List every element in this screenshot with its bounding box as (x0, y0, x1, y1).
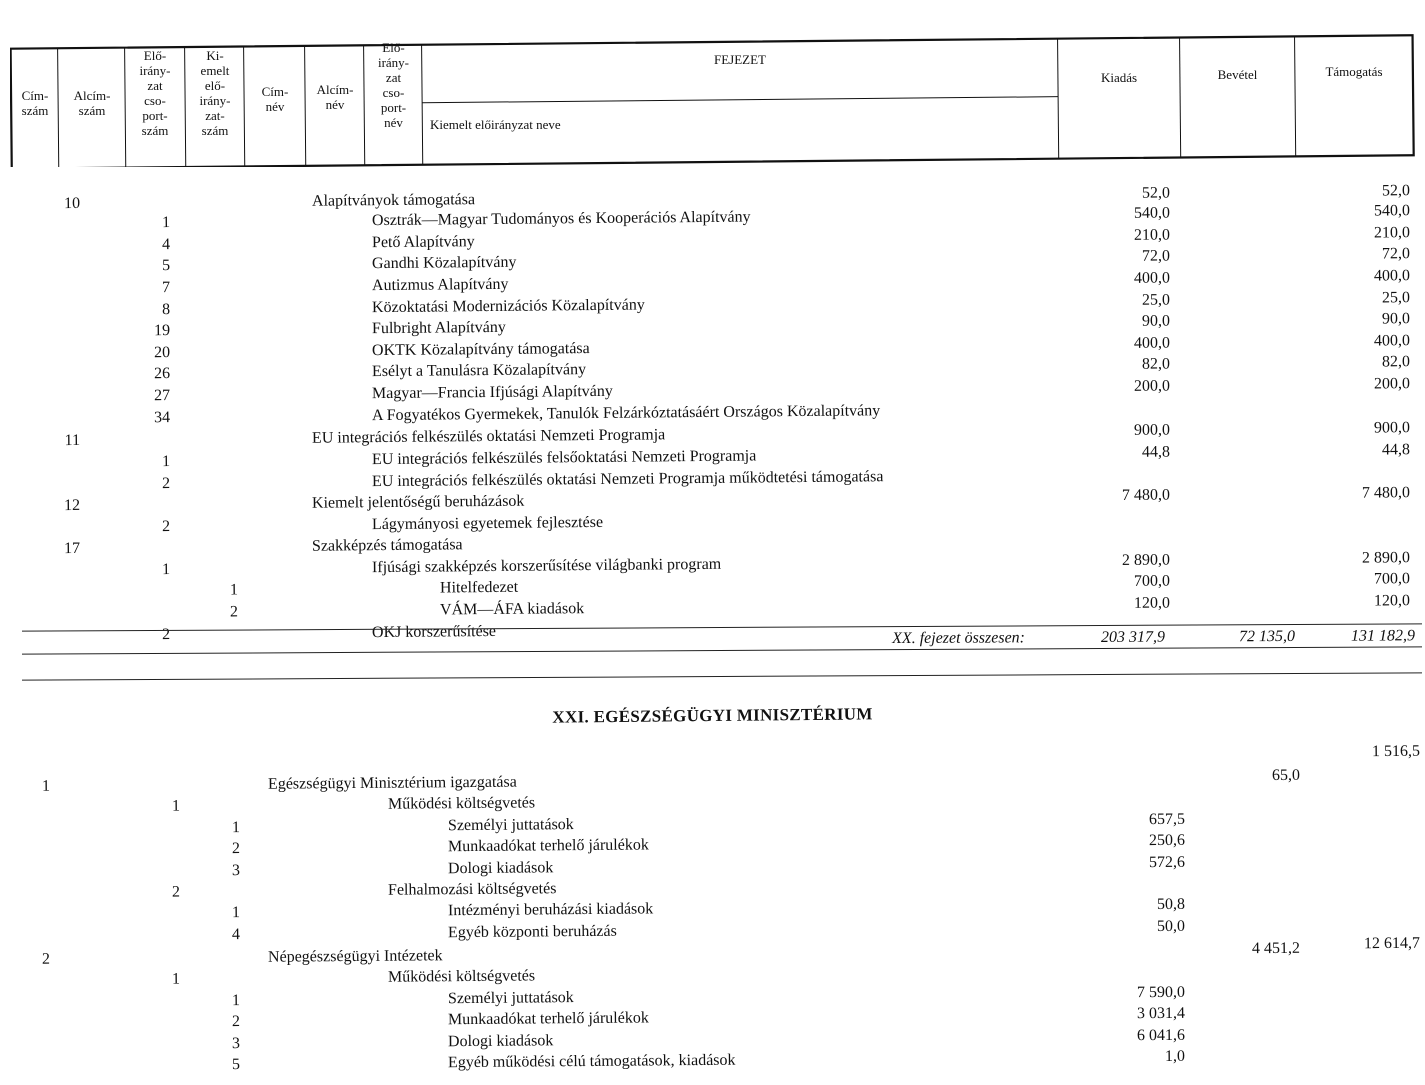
kiadas-ertek: 90,0 (1141, 312, 1171, 330)
alcim-szam: 27 (153, 387, 171, 405)
tetel-nev: Ifjúsági szakképzés korszerűsítése világbanki program (371, 555, 722, 577)
kiadas-ertek (1075, 961, 1185, 962)
kiadas-ertek: 50,0 (1156, 917, 1186, 936)
kiadas-ertek: 572,6 (1148, 853, 1186, 872)
kiadas-ertek: 7 590,0 (1136, 983, 1186, 1002)
kiadas-ertek (1060, 398, 1170, 399)
tetel-nev: Fulbright Alapítvány (371, 318, 506, 338)
alcim-szam: 1 (161, 561, 171, 579)
tetel-nev: VÁM—ÁFA kiadások (439, 600, 585, 619)
tetel-nev: Működési költségvetés (387, 967, 536, 986)
bevetel-ertek (1190, 353, 1300, 354)
alcim-szam: 2 (171, 883, 181, 901)
kiadas-ertek: 120,0 (1133, 594, 1171, 612)
tamogatas-ertek: 210,0 (1373, 224, 1411, 242)
tetel-nev: Lágymányosi egyetemek fejlesztése (371, 513, 604, 534)
kiadas-ertek: 6 041,6 (1136, 1026, 1186, 1045)
eloiranyzat-szam: 1 (231, 992, 241, 1010)
tamogatas-ertek: 12 614,7 (1363, 934, 1421, 953)
section-divider-rule (22, 672, 1422, 680)
tamogatas-ertek (1310, 915, 1420, 916)
kiadas-ertek: 400,0 (1133, 334, 1171, 352)
tetel-nev: Dologi kiadások (447, 859, 554, 878)
eloiranyzat-szam: 1 (231, 819, 241, 837)
header-kiemelt-eloiranyzat-szam: Ki- emelt elő- irány- zat- szám (199, 48, 231, 138)
eloiranyzat-szam: 2 (231, 1013, 241, 1031)
bevetel-ertek (1190, 592, 1300, 593)
kiadas-ertek: 400,0 (1133, 269, 1171, 287)
bevetel-ertek (1200, 873, 1300, 874)
kiadas-ertek (1060, 507, 1170, 508)
tetel-nev: A Fogyatékos Gyermekek, Tanulók Felzárkóztatásáért Országos Közalapítvány (371, 402, 881, 425)
alcim-szam: 8 (161, 301, 171, 319)
bevetel-ertek (1200, 787, 1300, 788)
tamogatas-ertek (1310, 981, 1420, 982)
tamogatas-ertek (1310, 1002, 1420, 1003)
bevetel-ertek (1200, 1046, 1300, 1047)
eloiranyzat-szam: 2 (229, 603, 239, 621)
header-alcimszam: Alcím- szám (73, 88, 111, 118)
alcim-szam: 1 (161, 453, 171, 471)
tetel-nev: Pető Alapítvány (371, 233, 475, 252)
kiadas-ertek (1075, 744, 1185, 745)
bevetel-ertek (1190, 441, 1300, 442)
bevetel-ertek (1190, 267, 1300, 268)
bevetel-ertek (1190, 506, 1300, 507)
header-bevetel: Bevétel (1217, 67, 1258, 82)
tetel-nev: Egészségügyi Minisztérium igazgatása (267, 773, 517, 793)
kiadas-ertek: 210,0 (1133, 226, 1171, 244)
bevetel-ertek (1200, 852, 1300, 853)
total-kiadas: 203 317,9 (1100, 628, 1166, 646)
cim-szam: 2 (41, 950, 51, 968)
header-alcimnev: Alcím- név (316, 82, 354, 112)
tetel-nev: OKJ korszerűsítése (371, 622, 497, 642)
cim-szam: 1 (41, 777, 51, 795)
header-tamogatas: Támogatás (1325, 64, 1383, 79)
alcim-szam: 26 (153, 365, 171, 383)
tamogatas-ertek: 540,0 (1373, 202, 1411, 220)
table-header (10, 12, 1415, 164)
tamogatas-ertek (1300, 505, 1410, 506)
tamogatas-ertek: 200,0 (1373, 375, 1411, 393)
kiadas-ertek: 1,0 (1164, 1047, 1186, 1065)
tamogatas-ertek (1310, 1045, 1420, 1046)
tamogatas-ertek: 700,0 (1373, 570, 1411, 588)
bevetel-ertek (1200, 1025, 1300, 1026)
tetel-nev: Munkaadókat terhelő járulékok (447, 1009, 649, 1029)
bevetel-ertek (1200, 916, 1300, 917)
alcim-szam: 1 (171, 797, 181, 815)
tamogatas-ertek: 72,0 (1381, 245, 1411, 263)
alcim-szam: 1 (161, 214, 171, 232)
bevetel-ertek (1190, 570, 1300, 571)
tetel-nev: EU integrációs felkészülés oktatási Nemzeti Programja (311, 426, 666, 447)
tetel-nev: Kiemelt jelentőségű beruházások (311, 492, 525, 512)
alcim-szam: 2 (161, 475, 171, 493)
kiadas-ertek (1075, 940, 1185, 941)
eloiranyzat-szam: 3 (231, 862, 241, 880)
eloiranyzat-szam: 5 (231, 1056, 241, 1074)
bevetel-ertek: 65,0 (1271, 766, 1301, 785)
tamogatas-ertek (1310, 765, 1420, 766)
kiadas-ertek (1075, 874, 1185, 875)
tetel-nev: Esélyt a Tanulásra Közalapítvány (371, 361, 587, 381)
tamogatas-ertek: 90,0 (1381, 310, 1411, 328)
alcim-szam: 20 (153, 344, 171, 362)
header-cimnev: Cím- név (261, 84, 289, 114)
bevetel-ertek (1200, 982, 1300, 983)
bevetel-ertek (1190, 182, 1300, 183)
tamogatas-ertek: 400,0 (1373, 267, 1411, 285)
bevetel-ertek (1200, 1003, 1300, 1004)
alcim-szam: 1 (171, 970, 181, 988)
cim-szam: 10 (63, 194, 81, 213)
kiadas-ertek (1060, 528, 1170, 529)
tamogatas-ertek: 25,0 (1381, 289, 1411, 307)
alcim-szam: 19 (153, 322, 171, 340)
bevetel-ertek: 4 451,2 (1251, 939, 1301, 958)
bevetel-ertek (1190, 419, 1300, 420)
total-tamogatas: 131 182,9 (1350, 627, 1416, 645)
tetel-nev: Működési költségvetés (387, 794, 536, 813)
tamogatas-ertek: 900,0 (1373, 419, 1411, 437)
tetel-nev: EU integrációs felkészülés oktatási Nemzeti Programja működtetési támogatása (371, 468, 884, 491)
eloiranyzat-szam: 1 (229, 581, 239, 599)
tetel-nev: Felhalmozási költségvetés (387, 880, 557, 899)
kiadas-ertek (1075, 767, 1185, 768)
tamogatas-ertek: 44,8 (1381, 441, 1411, 459)
tamogatas-ertek (1310, 829, 1420, 830)
cim-szam: 12 (63, 496, 81, 515)
alcim-szam: 2 (161, 626, 171, 644)
header-cimszam: Cím- szám (21, 88, 49, 118)
alcim-szam: 4 (161, 236, 171, 254)
section-2-title: XXI. EGÉSZSÉGÜGYI MINISZTÉRIUM (552, 704, 873, 727)
kiadas-ertek (1060, 464, 1170, 465)
bevetel-ertek (1190, 549, 1300, 550)
tetel-nev: Egyéb központi beruházás (447, 922, 617, 942)
tetel-nev: Autizmus Alapítvány (371, 275, 509, 295)
bevetel-ertek (1190, 397, 1300, 398)
tamogatas-ertek (1310, 1024, 1420, 1025)
tetel-nev: Magyar—Francia Ifjúsági Alapítvány (371, 382, 613, 403)
tetel-nev: Közoktatási Modernizációs Közalapítvány (371, 296, 645, 317)
bevetel-ertek (1200, 743, 1300, 744)
bevetel-ertek (1190, 245, 1300, 246)
tetel-nev: Hitelfedezet (439, 578, 519, 597)
bevetel-ertek (1190, 289, 1300, 290)
tetel-nev: EU integrációs felkészülés felsőoktatási Nemzeti Programja (371, 447, 757, 469)
tetel-nev: Osztrák—Magyar Tudományos és Kooperációs Alapítvány (371, 208, 751, 230)
eloiranyzat-szam: 1 (231, 904, 241, 922)
bevetel-ertek (1200, 935, 1300, 936)
kiadas-ertek: 82,0 (1141, 355, 1171, 373)
tamogatas-ertek: 7 480,0 (1361, 484, 1411, 502)
tetel-nev: Személyi juttatások (447, 816, 574, 835)
kiadas-ertek: 7 480,0 (1121, 486, 1171, 504)
tamogatas-ertek (1300, 613, 1410, 614)
kiadas-ertek: 540,0 (1133, 204, 1171, 222)
tamogatas-ertek (1310, 851, 1420, 852)
kiadas-ertek: 52,0 (1141, 184, 1171, 202)
bevetel-ertek (1200, 960, 1300, 961)
cim-szam: 11 (64, 431, 81, 450)
tetel-nev: OKTK Közalapítvány támogatása (371, 340, 590, 360)
kiadas-ertek (1075, 788, 1185, 789)
total-bevetel: 72 135,0 (1238, 627, 1296, 646)
tamogatas-ertek (1300, 526, 1410, 527)
kiadas-ertek: 657,5 (1148, 810, 1186, 829)
header-kiadas: Kiadás (1100, 70, 1138, 85)
tetel-nev: Szakképzés támogatása (311, 536, 463, 555)
kiadas-ertek: 44,8 (1141, 443, 1171, 461)
eloiranyzat-szam: 3 (231, 1035, 241, 1053)
eloiranyzat-szam: 4 (231, 926, 241, 944)
kiadas-ertek (1075, 936, 1185, 937)
tetel-nev: Népegészségügyi Intézetek (267, 947, 443, 966)
bevetel-ertek (1190, 463, 1300, 464)
tamogatas-ertek (1310, 808, 1420, 809)
kiadas-ertek: 2 890,0 (1121, 551, 1171, 569)
bevetel-ertek (1200, 809, 1300, 810)
kiadas-ertek: 50,8 (1156, 895, 1186, 914)
kiadas-ertek: 900,0 (1133, 421, 1171, 439)
alcim-szam: 7 (161, 279, 171, 297)
header-fejezet: FEJEZET (714, 52, 766, 67)
tetel-nev: Dologi kiadások (447, 1032, 554, 1051)
tamogatas-ertek (1300, 462, 1410, 463)
header-eloiranyzat-csoport-nev: Elő- irány- zat cso- port- név (377, 40, 410, 130)
header-kiemelt-nev: Kiemelt előirányzat neve (430, 117, 561, 132)
tamogatas-ertek: 2 890,0 (1361, 549, 1411, 567)
tamogatas-ertek: 52,0 (1381, 182, 1411, 200)
kiadas-ertek: 200,0 (1133, 377, 1171, 395)
kiadas-ertek: 700,0 (1133, 572, 1171, 590)
kiadas-ertek (1060, 615, 1170, 616)
bevetel-ertek (1190, 527, 1300, 528)
bevetel-ertek (1190, 614, 1300, 615)
bevetel-ertek (1200, 894, 1300, 895)
kiadas-ertek: 72,0 (1141, 247, 1171, 265)
tetel-nev: Munkaadókat terhelő járulékok (447, 836, 649, 856)
tamogatas-ertek: 120,0 (1373, 592, 1411, 610)
alcim-szam: 34 (153, 409, 171, 427)
tetel-nev: Alapítványok támogatása (311, 191, 476, 210)
tamogatas-ertek (1310, 786, 1420, 787)
tamogatas-ertek (1310, 872, 1420, 873)
tamogatas-ertek: 400,0 (1373, 332, 1411, 350)
tetel-nev: Egyéb működési célú támogatások, kiadások (447, 1051, 736, 1072)
kiadas-ertek: 3 031,4 (1136, 1004, 1186, 1023)
bevetel-ertek (1190, 202, 1300, 203)
bevetel-ertek (1190, 224, 1300, 225)
bevetel-ertek (1190, 332, 1300, 333)
tamogatas-ertek: 1 516,5 (1371, 742, 1421, 761)
tamogatas-ertek (1310, 959, 1420, 960)
kiadas-ertek: 250,6 (1148, 831, 1186, 850)
total-label: XX. fejezet összesen: (892, 629, 1026, 648)
tamogatas-ertek (1300, 396, 1410, 397)
kiadas-ertek: 25,0 (1141, 291, 1171, 309)
bevetel-ertek (1190, 310, 1300, 311)
header-eloiranyzat-csoport-szam: Elő- irány- zat cso- port- szám (139, 48, 171, 138)
alcim-szam: 2 (161, 518, 171, 536)
tetel-nev: Gandhi Közalapítvány (371, 253, 517, 273)
bevetel-ertek (1190, 484, 1300, 485)
bevetel-ertek (1190, 375, 1300, 376)
tamogatas-ertek (1310, 893, 1420, 894)
bevetel-ertek (1200, 830, 1300, 831)
cim-szam: 17 (63, 539, 81, 558)
tetel-nev: Személyi juttatások (447, 989, 574, 1008)
tetel-nev: Intézményi beruházási kiadások (447, 900, 654, 920)
alcim-szam: 5 (161, 257, 171, 275)
tamogatas-ertek: 82,0 (1381, 353, 1411, 371)
tamogatas-ertek (1310, 938, 1420, 939)
eloiranyzat-szam: 2 (231, 840, 241, 858)
